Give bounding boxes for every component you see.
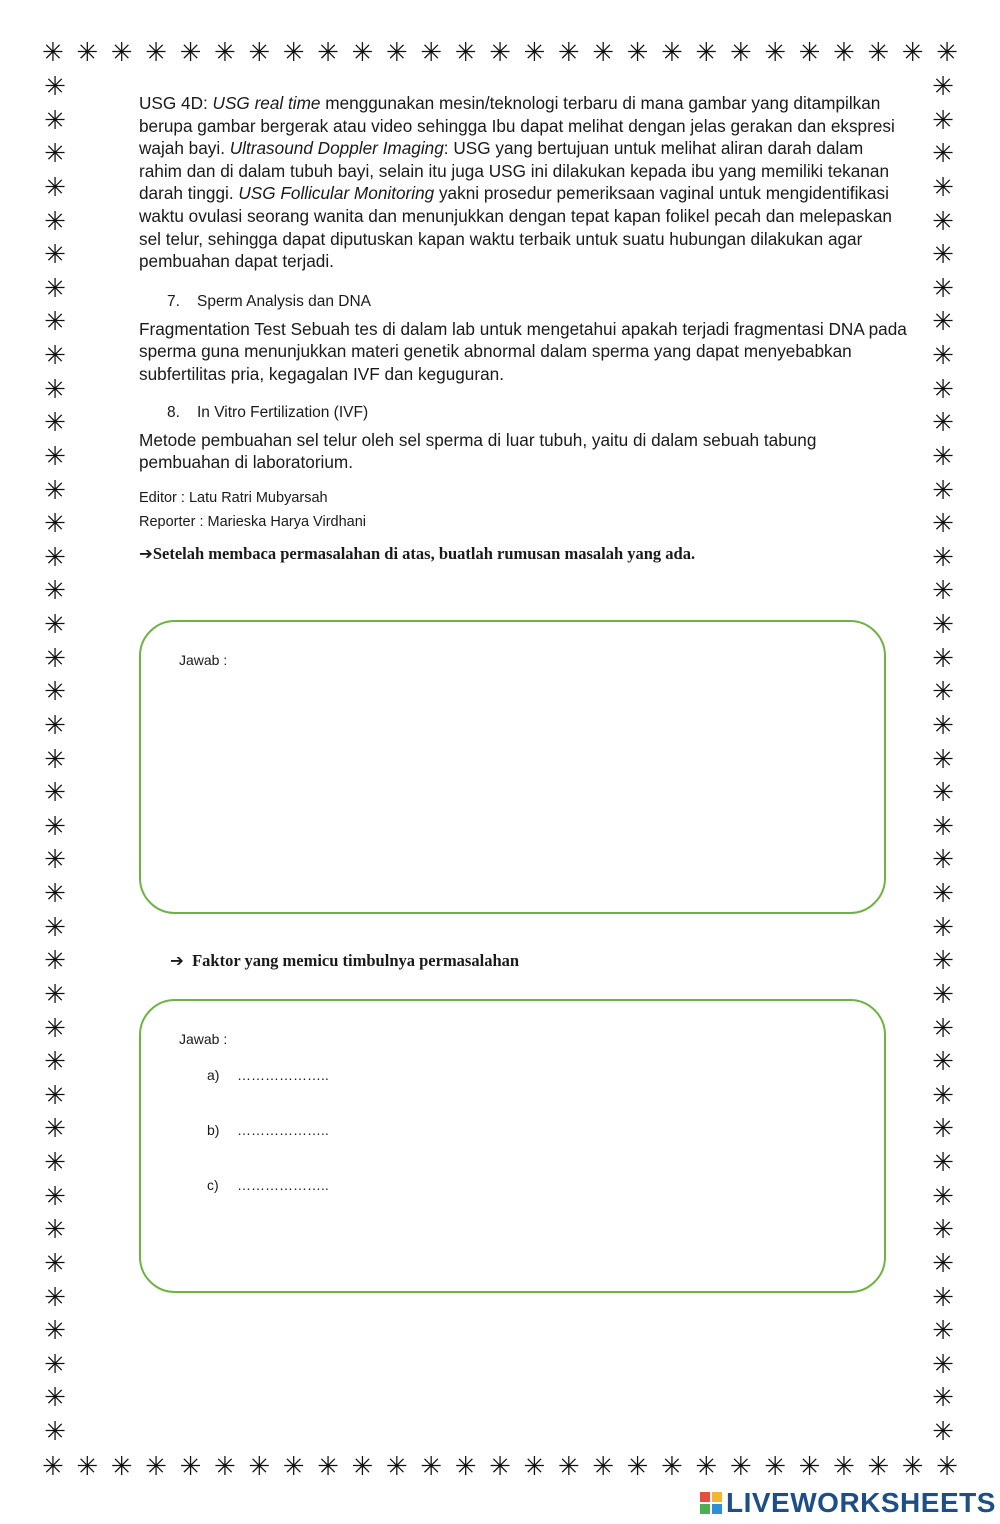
asterisk-flower-icon: ✳ [932, 710, 954, 741]
asterisk-flower-icon: ✳ [44, 677, 66, 708]
border-right [928, 72, 958, 1447]
asterisk-flower-icon: ✳ [42, 38, 64, 68]
asterisk-flower-icon: ✳ [729, 38, 752, 68]
asterisk-flower-icon: ✳ [932, 1282, 954, 1313]
border-top [42, 38, 958, 68]
asterisk-flower-icon: ✳ [557, 1452, 580, 1482]
usg-italic-2: Ultrasound Doppler Imaging [229, 138, 444, 159]
answer-box-2[interactable] [139, 999, 886, 1293]
question-2-text: Faktor yang memicu timbulnya permasalahan [192, 951, 520, 970]
asterisk-flower-icon: ✳ [832, 38, 855, 68]
asterisk-flower-icon: ✳ [454, 38, 477, 68]
asterisk-flower-icon: ✳ [44, 710, 66, 741]
answer-blank[interactable]: ……………….. [237, 1067, 329, 1083]
usg-paragraph [139, 92, 909, 273]
item-7-number: 7. [167, 292, 180, 310]
asterisk-flower-icon: ✳ [798, 1452, 821, 1482]
asterisk-flower-icon: ✳ [626, 38, 649, 68]
asterisk-flower-icon: ✳ [248, 38, 271, 68]
usg-text-3: : USG yang bertujuan untuk melihat aliran darah dalam rahim dan di dalam tubuh bayi, selain itu juga USG ini dilakukan kepada ibu yang memiliki tekanan darah tinggi. [139, 138, 889, 204]
asterisk-flower-icon: ✳ [44, 240, 66, 271]
asterisk-flower-icon: ✳ [932, 1215, 954, 1246]
asterisk-flower-icon: ✳ [44, 139, 66, 170]
asterisk-flower-icon: ✳ [932, 845, 954, 876]
asterisk-flower-icon: ✳ [179, 1452, 202, 1482]
asterisk-flower-icon: ✳ [44, 1248, 66, 1279]
border-left [40, 72, 70, 1447]
asterisk-flower-icon: ✳ [764, 38, 786, 68]
asterisk-flower-icon: ✳ [932, 240, 954, 271]
item-7-title: Sperm Analysis dan DNA [197, 292, 372, 310]
asterisk-flower-icon: ✳ [179, 38, 202, 68]
asterisk-flower-icon: ✳ [557, 38, 580, 68]
item-8-text: Metode pembuahan sel telur oleh sel sperma di luar tubuh, yaitu di dalam sebuah tabung pembuahan di laboratorium. [139, 429, 817, 473]
asterisk-flower-icon: ✳ [523, 1452, 546, 1482]
question-1-instruction [139, 544, 909, 564]
asterisk-flower-icon: ✳ [489, 38, 511, 68]
asterisk-flower-icon: ✳ [489, 1452, 511, 1482]
asterisk-flower-icon: ✳ [44, 610, 66, 640]
asterisk-flower-icon: ✳ [932, 576, 954, 607]
liveworksheets-logo-icon [700, 1492, 722, 1514]
reporter-credit: Reporter : Marieska Harya Virdhani [139, 513, 366, 530]
asterisk-flower-icon: ✳ [351, 38, 374, 68]
usg-text-1: USG 4D: [139, 93, 213, 113]
asterisk-flower-icon: ✳ [932, 542, 954, 573]
asterisk-flower-icon: ✳ [44, 845, 66, 876]
asterisk-flower-icon: ✳ [695, 38, 718, 68]
asterisk-flower-icon: ✳ [44, 72, 66, 102]
asterisk-flower-icon: ✳ [44, 1417, 66, 1447]
asterisk-flower-icon: ✳ [385, 1452, 408, 1482]
asterisk-flower-icon: ✳ [932, 677, 954, 708]
asterisk-flower-icon: ✳ [932, 509, 954, 540]
asterisk-flower-icon: ✳ [932, 744, 954, 775]
asterisk-flower-icon: ✳ [44, 778, 66, 809]
asterisk-flower-icon: ✳ [936, 38, 958, 68]
asterisk-flower-icon: ✳ [44, 1215, 66, 1246]
asterisk-flower-icon: ✳ [213, 38, 236, 68]
asterisk-flower-icon: ✳ [110, 1452, 133, 1482]
asterisk-flower-icon: ✳ [44, 1080, 66, 1111]
asterisk-flower-icon: ✳ [44, 307, 66, 338]
asterisk-flower-icon: ✳ [420, 1452, 443, 1482]
asterisk-flower-icon: ✳ [282, 38, 305, 68]
question-2-instruction [170, 951, 519, 971]
asterisk-flower-icon: ✳ [44, 341, 66, 371]
asterisk-flower-icon: ✳ [351, 1452, 374, 1482]
asterisk-flower-icon: ✳ [44, 475, 66, 506]
asterisk-flower-icon: ✳ [867, 38, 890, 68]
asterisk-flower-icon: ✳ [932, 341, 954, 371]
asterisk-flower-icon: ✳ [145, 1452, 167, 1482]
asterisk-flower-icon: ✳ [44, 374, 66, 405]
asterisk-flower-icon: ✳ [932, 172, 954, 203]
asterisk-flower-icon: ✳ [385, 38, 408, 68]
asterisk-flower-icon: ✳ [44, 912, 66, 943]
asterisk-flower-icon: ✳ [932, 1080, 954, 1111]
asterisk-flower-icon: ✳ [44, 105, 66, 136]
answer-blank[interactable]: ……………….. [237, 1177, 329, 1193]
asterisk-flower-icon: ✳ [932, 946, 954, 977]
asterisk-flower-icon: ✳ [901, 38, 924, 68]
asterisk-flower-icon: ✳ [44, 1181, 66, 1212]
asterisk-flower-icon: ✳ [932, 206, 954, 237]
asterisk-flower-icon: ✳ [44, 1047, 66, 1078]
asterisk-flower-icon: ✳ [867, 1452, 890, 1482]
asterisk-flower-icon: ✳ [932, 912, 954, 943]
asterisk-flower-icon: ✳ [932, 811, 954, 842]
asterisk-flower-icon: ✳ [44, 946, 66, 977]
asterisk-flower-icon: ✳ [932, 778, 954, 809]
asterisk-flower-icon: ✳ [932, 441, 954, 472]
asterisk-flower-icon: ✳ [44, 1383, 66, 1414]
item-8-number: 8. [167, 403, 180, 421]
asterisk-flower-icon: ✳ [44, 542, 66, 573]
answer-item-b[interactable] [207, 1122, 329, 1177]
asterisk-flower-icon: ✳ [932, 307, 954, 338]
asterisk-flower-icon: ✳ [44, 273, 66, 304]
answer-letter: a) [207, 1067, 220, 1083]
asterisk-flower-icon: ✳ [282, 1452, 305, 1482]
asterisk-flower-icon: ✳ [932, 1417, 954, 1447]
asterisk-flower-icon: ✳ [592, 1452, 615, 1482]
asterisk-flower-icon: ✳ [76, 1452, 99, 1482]
asterisk-flower-icon: ✳ [44, 879, 66, 909]
asterisk-flower-icon: ✳ [145, 38, 167, 68]
asterisk-flower-icon: ✳ [901, 1452, 924, 1482]
answer-box-1[interactable] [139, 620, 886, 914]
asterisk-flower-icon: ✳ [932, 979, 954, 1010]
asterisk-flower-icon: ✳ [764, 1452, 786, 1482]
asterisk-flower-icon: ✳ [932, 1181, 954, 1212]
asterisk-flower-icon: ✳ [932, 1114, 954, 1145]
asterisk-flower-icon: ✳ [932, 72, 954, 102]
article-content [139, 92, 909, 564]
asterisk-flower-icon: ✳ [110, 38, 133, 68]
asterisk-flower-icon: ✳ [44, 744, 66, 775]
asterisk-flower-icon: ✳ [932, 879, 954, 909]
answer-label-1: Jawab : [179, 652, 228, 668]
asterisk-flower-icon: ✳ [592, 38, 615, 68]
item-8-title: In Vitro Fertilization (IVF) [197, 403, 369, 421]
asterisk-flower-icon: ✳ [213, 1452, 236, 1482]
asterisk-flower-icon: ✳ [44, 509, 66, 540]
border-bottom [42, 1452, 958, 1482]
arrow-right-icon: ➔ [170, 951, 184, 970]
liveworksheets-logo [700, 1487, 996, 1519]
answer-letter: c) [207, 1177, 219, 1193]
usg-text-4: yakni prosedur pemeriksaan vaginal untuk mengidentifikasi waktu ovulasi seorang wanita dan menunjukkan dengan tepat kapan folikel pecah dan melepaskan sel telur, sehingga dapat diputuskan kapan waktu terbaik untuk suatu hubungan dilakukan agar pembuahan dapat terjadi. [139, 183, 892, 272]
asterisk-flower-icon: ✳ [932, 1148, 954, 1178]
asterisk-flower-icon: ✳ [44, 441, 66, 472]
asterisk-flower-icon: ✳ [932, 1383, 954, 1414]
asterisk-flower-icon: ✳ [44, 1282, 66, 1313]
asterisk-flower-icon: ✳ [317, 1452, 339, 1482]
asterisk-flower-icon: ✳ [44, 1114, 66, 1145]
item-7-text: Fragmentation Test Sebuah tes di dalam lab untuk mengetahui apakah terjadi fragmentasi DNA pada sperma guna menunjukkan materi genetik abnormal dalam sperma yang dapat menyebabkan subfertilitas pria, kegagalan IVF dan keguguran. [139, 318, 907, 384]
asterisk-flower-icon: ✳ [626, 1452, 649, 1482]
answer-letter: b) [207, 1122, 220, 1138]
asterisk-flower-icon: ✳ [44, 1148, 66, 1178]
answer-list [207, 1067, 329, 1232]
asterisk-flower-icon: ✳ [523, 38, 546, 68]
asterisk-flower-icon: ✳ [317, 38, 339, 68]
asterisk-flower-icon: ✳ [932, 1013, 954, 1044]
asterisk-flower-icon: ✳ [44, 1316, 66, 1347]
asterisk-flower-icon: ✳ [44, 1013, 66, 1044]
asterisk-flower-icon: ✳ [44, 408, 66, 439]
list-item-8 [139, 403, 909, 423]
usg-italic-3: USG Follicular Monitoring [238, 183, 435, 204]
asterisk-flower-icon: ✳ [76, 38, 99, 68]
asterisk-flower-icon: ✳ [42, 1452, 64, 1482]
asterisk-flower-icon: ✳ [932, 139, 954, 170]
asterisk-flower-icon: ✳ [932, 1316, 954, 1347]
asterisk-flower-icon: ✳ [44, 206, 66, 237]
usg-text-2: menggunakan mesin/teknologi terbaru di mana gambar yang ditampilkan berupa gambar bergerak atau video sehingga Ibu dapat melihat dengan jelas gerakan dan ekspresi wajah bayi. [139, 93, 895, 159]
asterisk-flower-icon: ✳ [661, 38, 683, 68]
asterisk-flower-icon: ✳ [44, 576, 66, 607]
asterisk-flower-icon: ✳ [44, 172, 66, 203]
asterisk-flower-icon: ✳ [248, 1452, 271, 1482]
asterisk-flower-icon: ✳ [936, 1452, 958, 1482]
list-item-7 [139, 292, 909, 312]
asterisk-flower-icon: ✳ [932, 610, 954, 640]
answer-label-2: Jawab : [179, 1031, 228, 1047]
answer-item-c[interactable] [207, 1177, 329, 1232]
asterisk-flower-icon: ✳ [44, 643, 66, 674]
asterisk-flower-icon: ✳ [695, 1452, 718, 1482]
asterisk-flower-icon: ✳ [932, 105, 954, 136]
asterisk-flower-icon: ✳ [932, 1047, 954, 1078]
asterisk-flower-icon: ✳ [44, 1349, 66, 1380]
arrow-right-icon: ➔ [139, 543, 153, 563]
asterisk-flower-icon: ✳ [661, 1452, 683, 1482]
answer-blank[interactable]: ……………….. [237, 1122, 329, 1138]
asterisk-flower-icon: ✳ [44, 811, 66, 842]
asterisk-flower-icon: ✳ [420, 38, 443, 68]
usg-italic-1: USG real time [212, 93, 321, 113]
asterisk-flower-icon: ✳ [932, 475, 954, 506]
asterisk-flower-icon: ✳ [932, 408, 954, 439]
asterisk-flower-icon: ✳ [932, 374, 954, 405]
asterisk-flower-icon: ✳ [832, 1452, 855, 1482]
asterisk-flower-icon: ✳ [932, 273, 954, 304]
asterisk-flower-icon: ✳ [454, 1452, 477, 1482]
asterisk-flower-icon: ✳ [798, 38, 821, 68]
asterisk-flower-icon: ✳ [932, 1349, 954, 1380]
asterisk-flower-icon: ✳ [932, 1248, 954, 1279]
answer-item-a[interactable] [207, 1067, 329, 1122]
question-1-text: Setelah membaca permasalahan di atas, buatlah rumusan masalah yang ada. [152, 543, 696, 563]
asterisk-flower-icon: ✳ [932, 643, 954, 674]
brand-name: LIVEWORKSHEETS [726, 1487, 996, 1518]
asterisk-flower-icon: ✳ [44, 979, 66, 1010]
asterisk-flower-icon: ✳ [729, 1452, 752, 1482]
editor-credit: Editor : Latu Ratri Mubyarsah [139, 489, 328, 506]
